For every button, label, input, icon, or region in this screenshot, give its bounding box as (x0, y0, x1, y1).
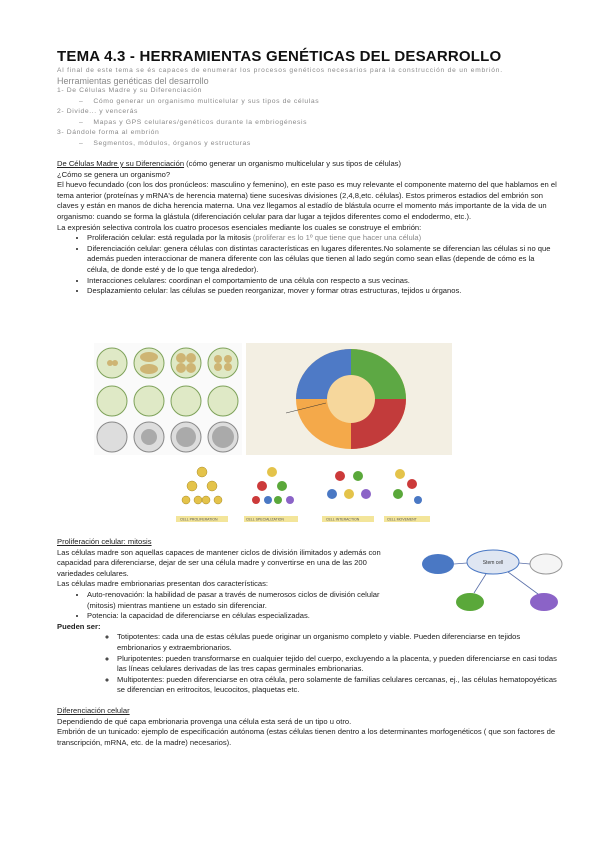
list-item: • Potencia: la capacidad de diferenciarse en células especializadas. (87, 611, 407, 622)
section-heading: Proliferación celular: mitosis (57, 537, 152, 546)
label-proliferation: CELL PROLIFERATION (180, 517, 218, 522)
paragraph: El huevo fecundado (con los dos pronúcleos: masculino y femenino), en este paso es muy relevante el componente materno del que hablamos en el tema anterior (proteínas y mRNA's de herencia materna) tiene sucesivas divisiones (2,4,8,etc. células). Estos primeros estadios del embrión son claves y están en manos de dicha herencia materna. Una vez llegamos al estadío de blástula ocurre el momento más importante de la vida de un organismo: cuando se forma la glástula (diferenciación celular para dar lugar a tejidos diferentes como el endodermo, etc.). (57, 180, 557, 221)
paragraph: Dependiendo de qué capa embrionaria provenga una célula esta será de un tipo u otro. (57, 716, 352, 726)
label-movement: CELL MOVEMENT (387, 517, 417, 522)
section-stem-cells (57, 159, 557, 297)
label-specialization: CELL SPECIALIZATION (246, 517, 284, 522)
outline-item: 3- Dándole forma al embrión (57, 129, 160, 136)
outline-title: Herramientas genéticas del desarrollo (57, 76, 209, 86)
process-list (57, 233, 557, 297)
list-item: ◦ Pluripotentes: pueden transformarse en cualquier tejido del cuerpo, excluyendo a la placenta, y pueden diferenciarse en casi todas las líneas celulares derivadas de las tres capas germinales embrionarias. (117, 654, 557, 675)
stem-cell-diagram (418, 544, 568, 616)
cleavage-stages-illustration (94, 343, 242, 455)
stem-cell-illustration (418, 544, 568, 616)
section-question: ¿Cómo se genera un organismo? (57, 169, 171, 179)
list-item: • Proliferación celular: está regulada por la mitosis (proliferar es lo 1º que tiene que hacer una célula) (87, 233, 557, 244)
cleavage-figure (94, 343, 242, 455)
section-heading: Diferenciación celular (57, 705, 130, 715)
fate-map-illustration (246, 343, 452, 455)
paragraph: Embrión de un tunicado: ejemplo de especificación autónoma (estas células tienen dentro a los determinantes morfogenéticos ( que son factores de transcripción, mRNA, etc. de la madre) necesarios). (57, 727, 556, 747)
list-item: • Auto-renovación: la habilidad de pasar a través de numerosos ciclos de división celular (mitosis) mientras mantiene un estado sin diferenciar. (87, 590, 407, 611)
cell-processes-illustration (172, 462, 432, 526)
outline-item: 2- Divide... y vencerás (57, 108, 139, 115)
section-heading: De Células Madre y su Diferenciación (cómo generar un organismo multicelular y sus tipos de células) (57, 159, 401, 168)
list-item: ◦ Multipotentes: pueden diferenciarse en otra célula, pero solamente de familias celulares cercanas, ej., las células hematopoyéticas se diferencian en eritrocitos, leucocitos, plaquetas etc. (117, 675, 557, 696)
list-item: • Interacciones celulares: coordinan el comportamiento de una célula con respecto a sus vecinas. (87, 276, 557, 287)
processes-figure (172, 462, 432, 526)
list-item: ◦ Totipotentes: cada una de estas células puede originar un organismo completo y viable. Pueden diferenciarse en tejidos embrionarios y extraembrionarios. (117, 632, 557, 653)
characteristics-list (57, 590, 407, 622)
potency-list (57, 632, 557, 696)
paragraph: Las células madre embrionarias presentan dos características: (57, 579, 269, 589)
page-title: TEMA 4.3 - HERRAMIENTAS GENÉTICAS DEL DESARROLLO (57, 48, 502, 65)
outline-subitem: – Segmentos, módulos, órganos y estructuras (79, 139, 251, 147)
outline-item: 1- De Células Madre y su Diferenciación (57, 87, 203, 94)
pueden-label: Pueden ser: (57, 621, 101, 631)
paragraph: La expresión selectiva controla los cuatro procesos esenciales mediante los cuales se construye el embrión: (57, 222, 422, 232)
outline-subitem: – Mapas y GPS celulares/genéticos durante la embriogénesis (79, 118, 308, 126)
document-page (57, 48, 557, 297)
stem-cell-label: Stem cell (482, 560, 504, 566)
fate-map-figure (246, 343, 452, 455)
intro-text: Al final de este tema se és capaces de enumerar los procesos genéticos necesarios para la construcción de un embrión. (57, 67, 503, 74)
outline-subitem: – Cómo generar un organismo multicelular y sus tipos de células (79, 97, 320, 105)
paragraph: Las células madre son aquellas capaces de mantener ciclos de división ilimitados y además con capacidad para diferenciarse, dejar de ser una célula madre y convertirse en una de las 200 variedades celulares. (57, 547, 381, 578)
list-item: • Desplazamiento celular: las células se pueden reorganizar, mover y formar otras estructuras, tejidos u órganos. (87, 286, 557, 297)
list-item: • Diferenciación celular: genera células con distintas características en lugares diferentes.No solamente se diferencian las células si no que además pueden interaccionar de manera diferente con las células que tienen al lado según como sean ellas (depende de cómo es la célula, de donde esté y de lo que tenga alrededor). (87, 244, 557, 276)
section-differentiation (57, 706, 557, 748)
outline-list (57, 86, 557, 149)
label-interaction: CELL INTERACTION (326, 517, 360, 522)
